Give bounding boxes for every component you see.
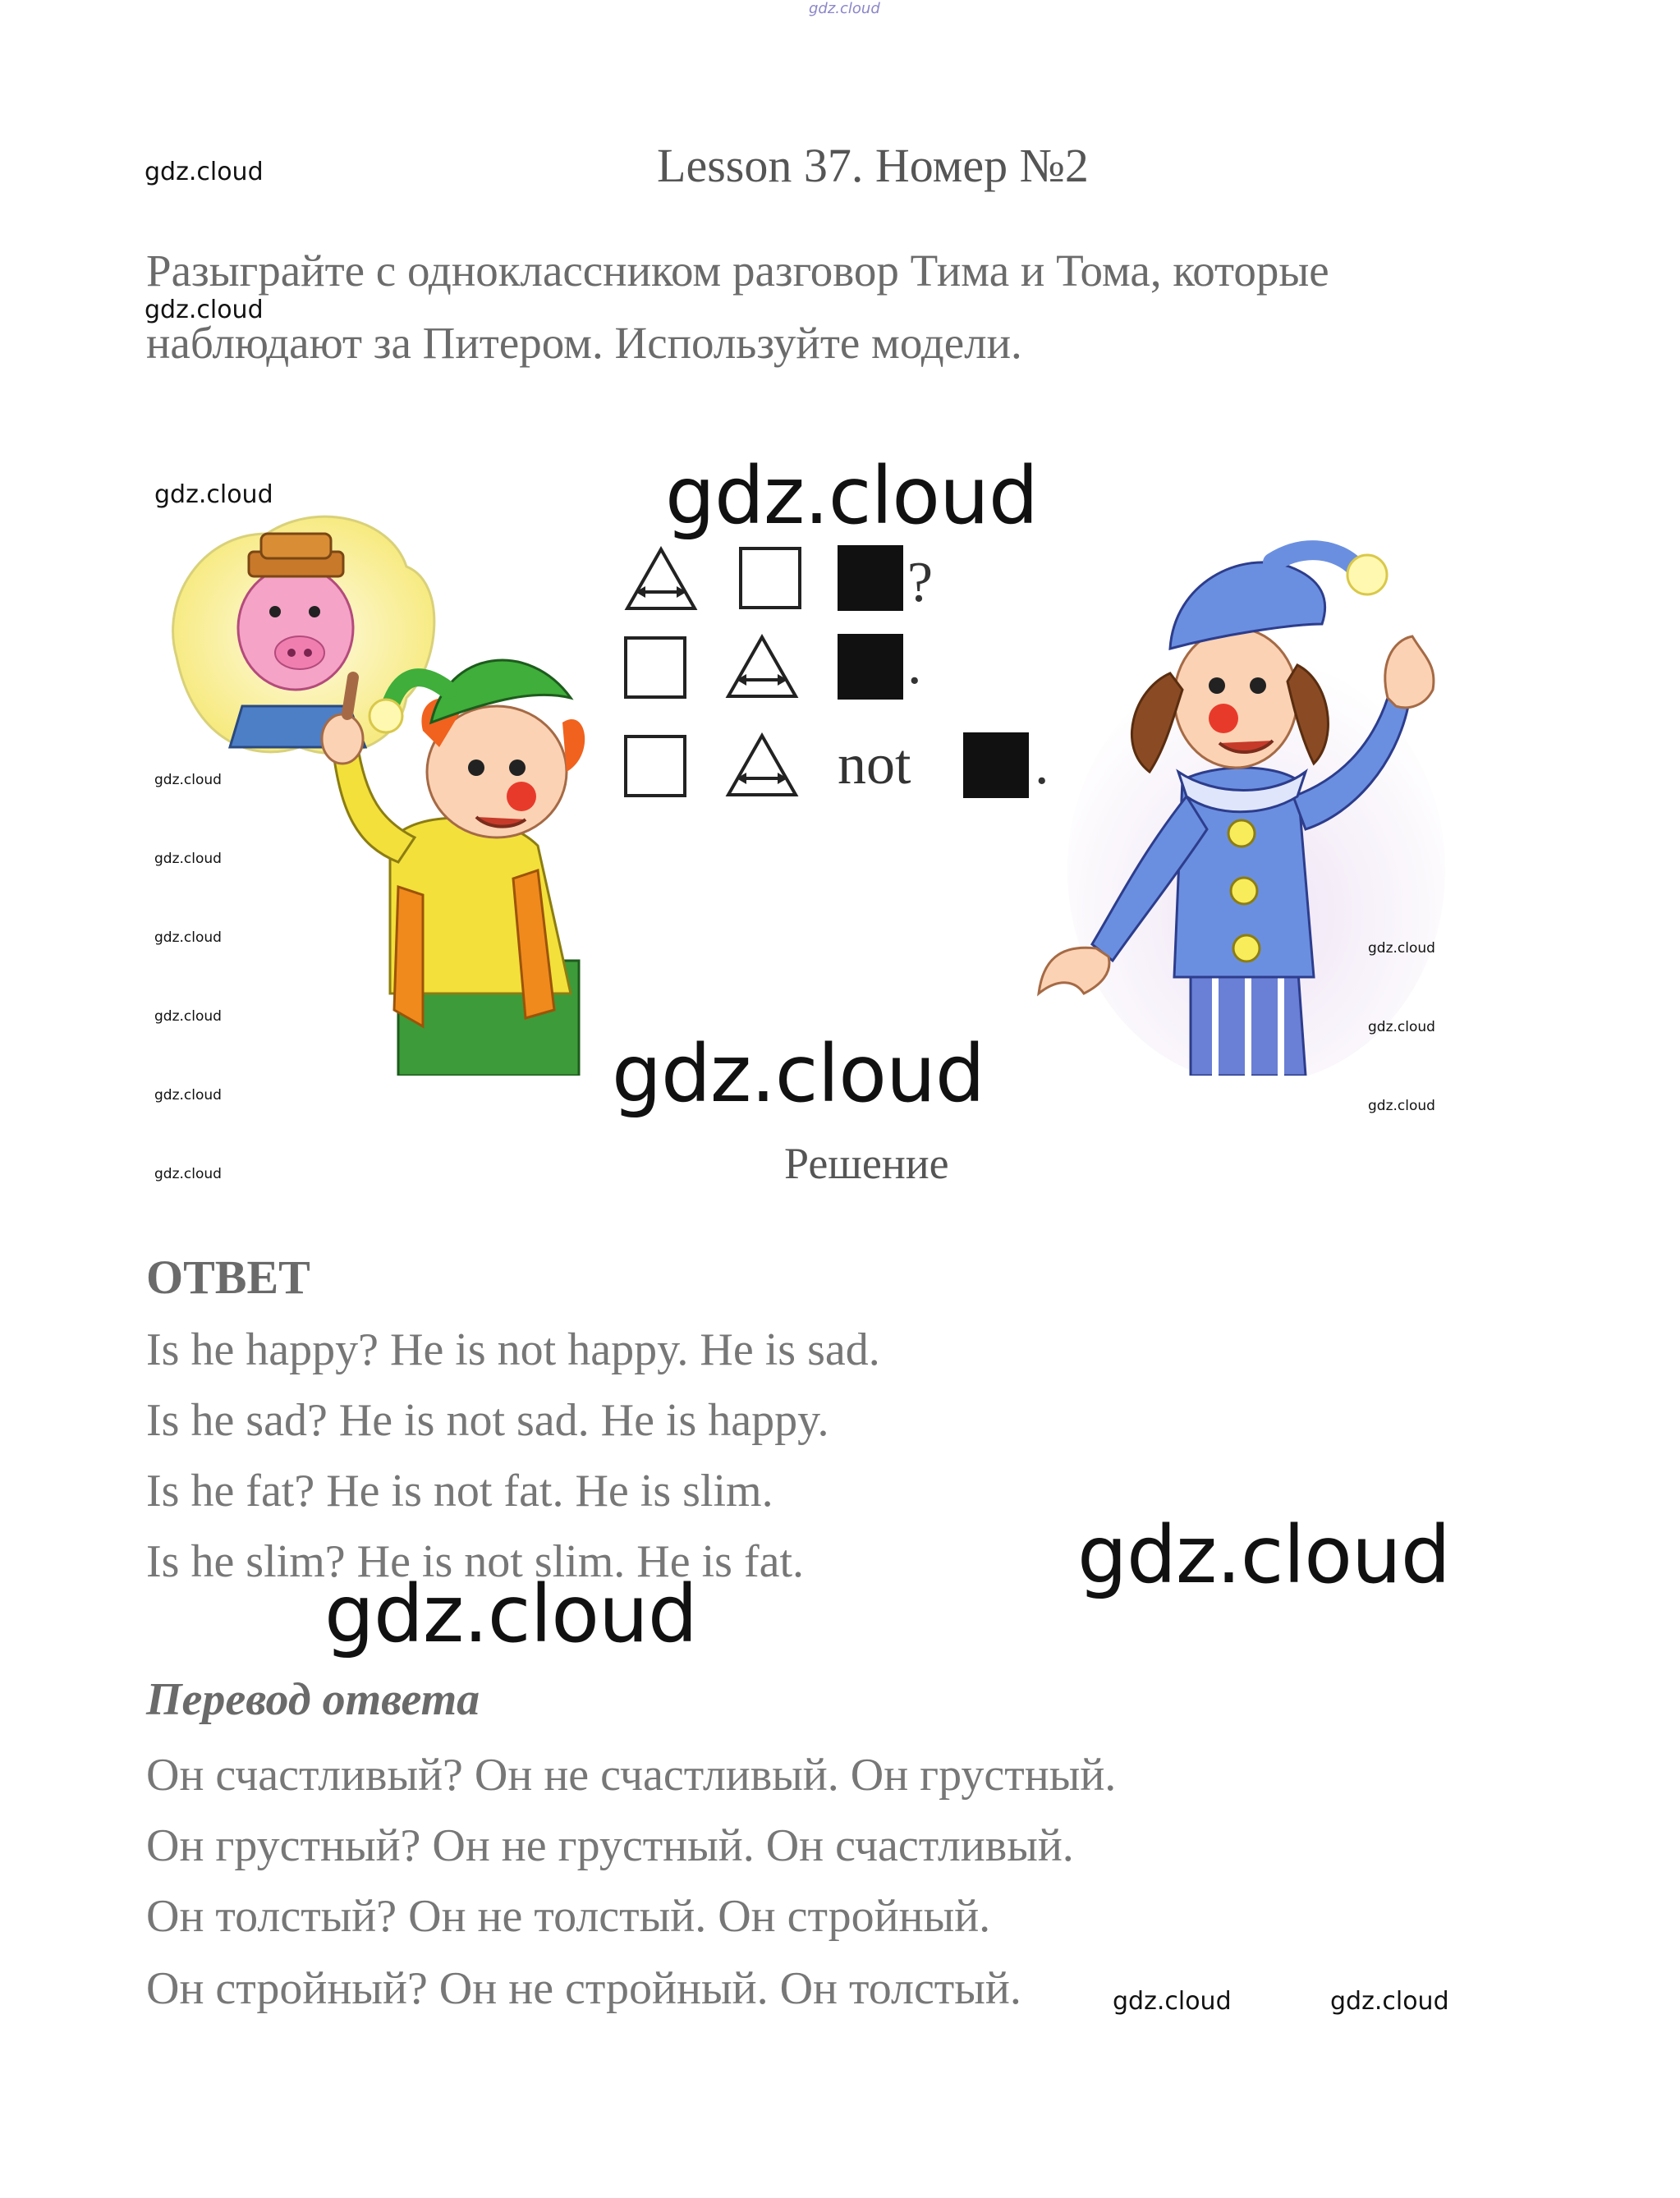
answer-line: Is he sad? He is not sad. He is happy. xyxy=(146,1395,829,1446)
watermark-large: gdz.cloud xyxy=(324,1568,697,1660)
answer-line: Is he fat? He is not fat. He is slim. xyxy=(146,1466,773,1517)
row1-punctuation: ? xyxy=(907,551,934,614)
watermark: gdz.cloud xyxy=(145,296,264,324)
tim-illustration xyxy=(152,501,661,1076)
translation-line: Он стройный? Он не стройный. Он толстый. xyxy=(146,1963,1021,2014)
translation-line: Он грустный? Он не грустный. Он счастливый. xyxy=(146,1820,1074,1871)
watermark: gdz.cloud xyxy=(154,772,222,788)
row3-punctuation: . xyxy=(1035,733,1049,796)
watermark: gdz.cloud xyxy=(154,1166,222,1182)
watermark-large: gdz.cloud xyxy=(1077,1509,1450,1601)
model-diagram xyxy=(620,542,1080,813)
watermark: gdz.cloud xyxy=(1368,940,1435,957)
triangle-arrow-icon xyxy=(725,732,799,798)
triangle-arrow-icon xyxy=(624,546,698,612)
solution-label: Решение xyxy=(784,1139,949,1188)
square-empty xyxy=(624,636,686,699)
square-filled xyxy=(838,634,903,700)
watermark: gdz.cloud xyxy=(154,851,222,867)
translation-heading: Перевод ответа xyxy=(146,1674,480,1725)
watermark: gdz.cloud xyxy=(1368,1019,1435,1035)
translation-line: Он счастливый? Он не счастливый. Он грустный. xyxy=(146,1750,1117,1801)
square-filled xyxy=(838,545,903,611)
answer-heading: ОТВЕТ xyxy=(146,1250,310,1304)
watermark: gdz.cloud xyxy=(145,158,264,186)
task-line-1: Разыграйте с одноклассником разговор Тима и Тома, которые xyxy=(146,245,1329,296)
watermark-large: gdz.cloud xyxy=(612,1028,985,1120)
top-watermark: gdz.cloud xyxy=(809,0,880,17)
answer-line: Is he slim? He is not slim. He is fat. xyxy=(146,1536,805,1587)
task-line-2: наблюдают за Питером. Используйте модели. xyxy=(146,318,1022,368)
watermark: gdz.cloud xyxy=(154,480,273,509)
square-filled xyxy=(963,732,1029,798)
watermark: gdz.cloud xyxy=(1330,1987,1449,2016)
watermark-large: gdz.cloud xyxy=(665,450,1038,542)
watermark: gdz.cloud xyxy=(154,1008,222,1025)
row2-punctuation: . xyxy=(907,633,922,696)
square-empty xyxy=(624,735,686,797)
page-title: Lesson 37. Номер №2 xyxy=(657,139,1089,192)
watermark: gdz.cloud xyxy=(1368,1098,1435,1114)
triangle-arrow-icon xyxy=(725,634,799,700)
row3-not-word: not xyxy=(838,733,911,796)
answer-line: Is he happy? He is not happy. He is sad. xyxy=(146,1324,880,1375)
watermark: gdz.cloud xyxy=(154,929,222,946)
watermark: gdz.cloud xyxy=(154,1087,222,1104)
watermark: gdz.cloud xyxy=(1113,1987,1232,2016)
translation-line: Он толстый? Он не толстый. Он стройный. xyxy=(146,1891,991,1942)
square-empty xyxy=(739,547,801,609)
tom-illustration xyxy=(1026,501,1445,1076)
